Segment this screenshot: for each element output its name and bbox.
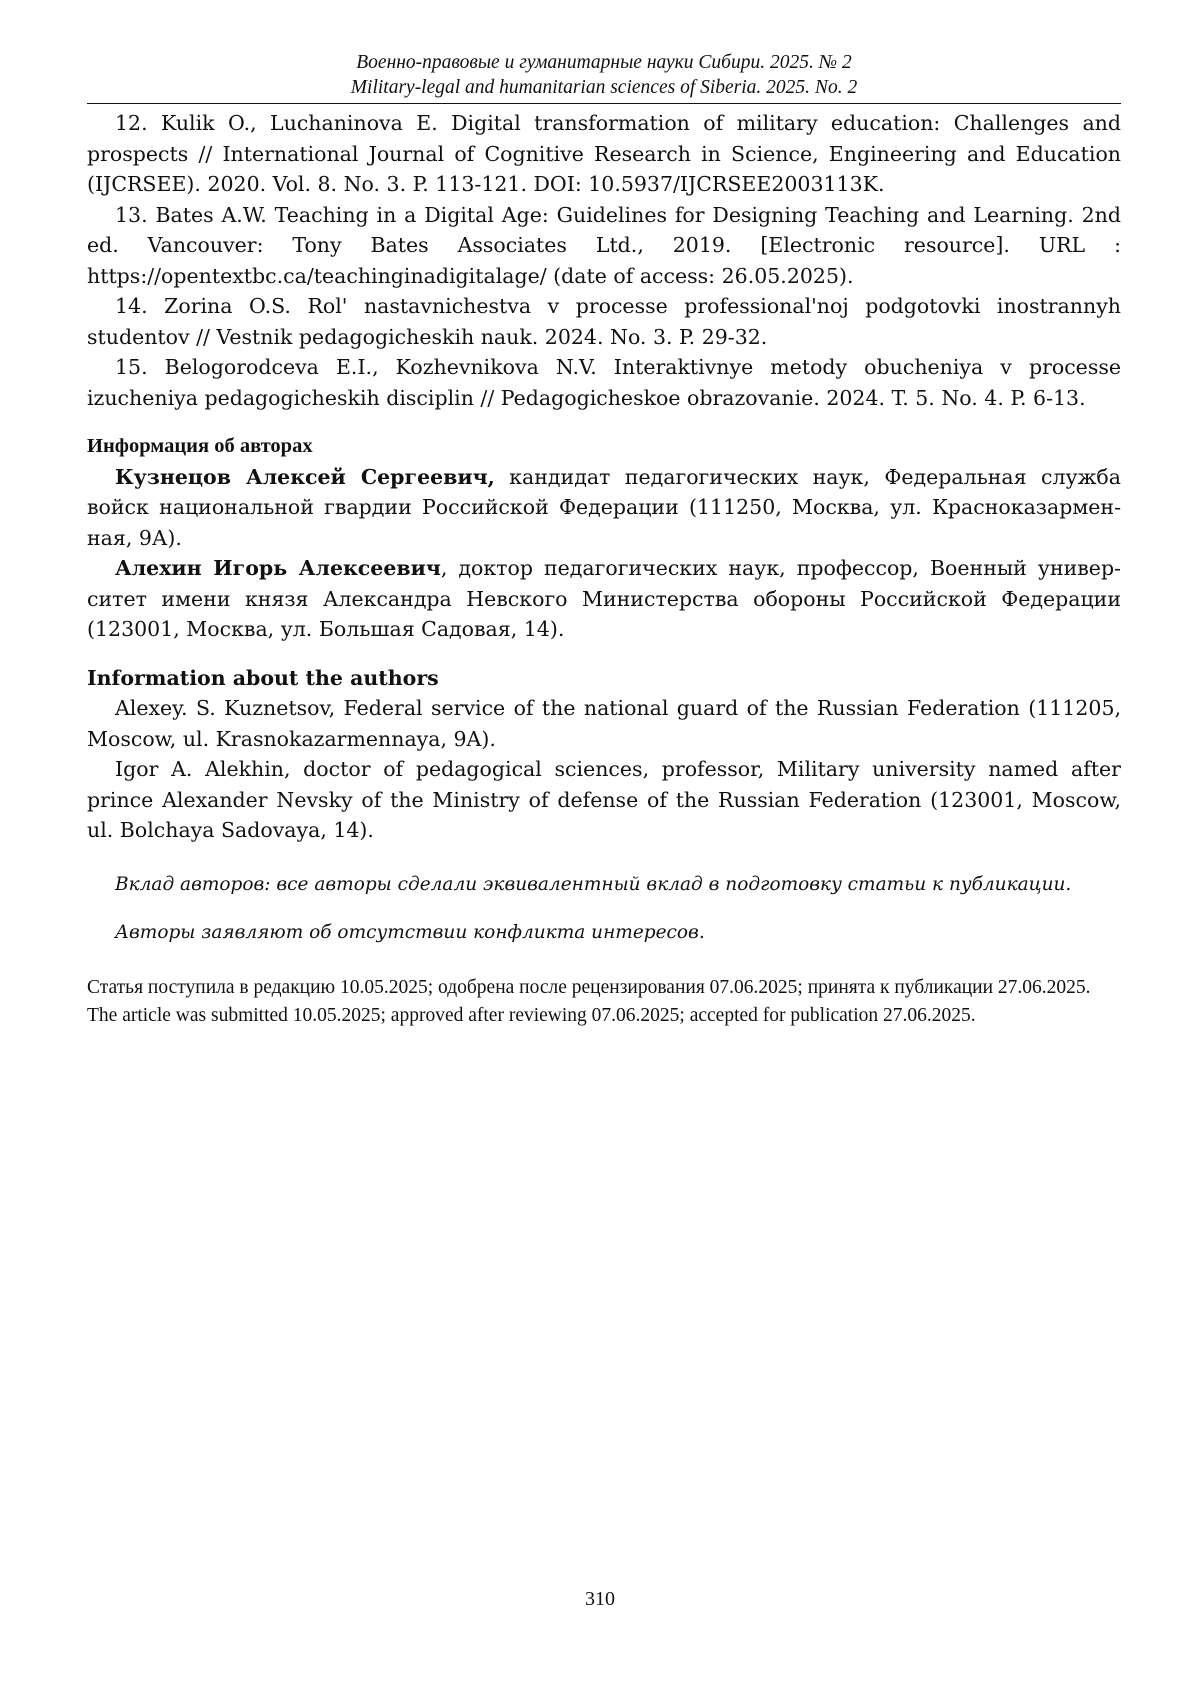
author-info-en-item: Alexey. S. Kuznetsov, Federal service of the national guard of the Russian Federation (111205, Moscow, ul. Krasnokazarmennaya, 9A). bbox=[87, 696, 1121, 751]
reference-item: 15. Belogorodceva E.I., Kozhevnikova N.V. Interaktivnye metody obucheniya v processe izucheniya pedagogicheskih disciplin // Pedagogicheskoe obrazovanie. 2024. T. 5. No. 4. P. 6-13. bbox=[87, 355, 1121, 410]
conflict-note: Авторы заявляют об отсутствии конфликта интересов. bbox=[115, 921, 705, 943]
author-info-en-title: Information about the authors bbox=[87, 665, 439, 690]
reference-item: 14. Zorina O.S. Rol' nastavnichestva v processe professional'noj podgotovki inostrannyh studentov // Vestnik pedagogicheskih nauk. 2024. No. 3. P. 29-32. bbox=[87, 294, 1121, 349]
author-info-ru bbox=[87, 431, 1121, 645]
header-divider bbox=[87, 103, 1121, 104]
article-dates-en: The article was submitted 10.05.2025; approved after reviewing 07.06.2025; accepted for publication 27.06.2025. bbox=[87, 1004, 976, 1026]
page-number: 310 bbox=[585, 1588, 615, 1610]
contribution-note: Вклад авторов: все авторы сделали эквивалентный вклад в подготовку статьи к публикации. bbox=[115, 873, 1072, 895]
author-details: , доктор педагогических наук, профессор, Военный универ-ситет имени князя Александра Невского Министерства обороны Российской Федерации (123001, Москва, ул. Большая Садовая, 14). bbox=[87, 556, 1121, 641]
author-name: Кузнецов Алексей Сергеевич, bbox=[115, 464, 495, 489]
journal-header-en: Military-legal and humanitarian sciences of Siberia. 2025. No. 2 bbox=[350, 77, 858, 98]
reference-item: 12. Kulik O., Luchaninova E. Digital transformation of military education: Challenges and prospects // International Journal of Cognitive Research in Science, Engineering and Education (IJCRSEE). 2020. Vol. 8. No. 3. P. 113-121. DOI: 10.5937/IJCRSEE2003113K. bbox=[87, 111, 1121, 196]
reference-list bbox=[87, 108, 1121, 413]
page-content bbox=[87, 50, 1121, 1030]
author-info-ru-item bbox=[87, 462, 1121, 554]
journal-header bbox=[87, 50, 1121, 100]
article-dates bbox=[87, 974, 1121, 1030]
author-details: кандидат педагогических наук, Федеральная служба войск национальной гвардии Российской Федерации (111250, Москва, ул. Красноказармен-ная, 9А). bbox=[87, 464, 1122, 550]
reference-item: 13. Bates A.W. Teaching in a Digital Age: Guidelines for Designing Teaching and Learning. 2nd ed. Vancouver: Tony Bates Associates Ltd., 2019. [Electronic resource]. URL : https://opentextbc.ca/teachinginadigitalage/ (date of access: 26.05.2025). bbox=[87, 202, 1121, 288]
author-info-en-item: Igor A. Alekhin, doctor of pedagogical sciences, professor, Military university named after prince Alexander Nevsky of the Ministry of defense of the Russian Federation (123001, Moscow, ul. Bolchaya Sadovaya, 14). bbox=[87, 757, 1121, 842]
author-info-ru-item bbox=[87, 553, 1121, 645]
author-info-en bbox=[87, 663, 1121, 846]
journal-header-ru: Военно-правовые и гуманитарные науки Сибири. 2025. № 2 bbox=[356, 52, 852, 73]
article-dates-ru: Статья поступила в редакцию 10.05.2025; одобрена после рецензирования 07.06.2025; принята к публикации 27.06.2025. bbox=[87, 976, 1091, 998]
author-name: Алехин Игорь Алексеевич bbox=[115, 556, 441, 580]
author-info-ru-title: Информация об авторах bbox=[87, 435, 313, 457]
